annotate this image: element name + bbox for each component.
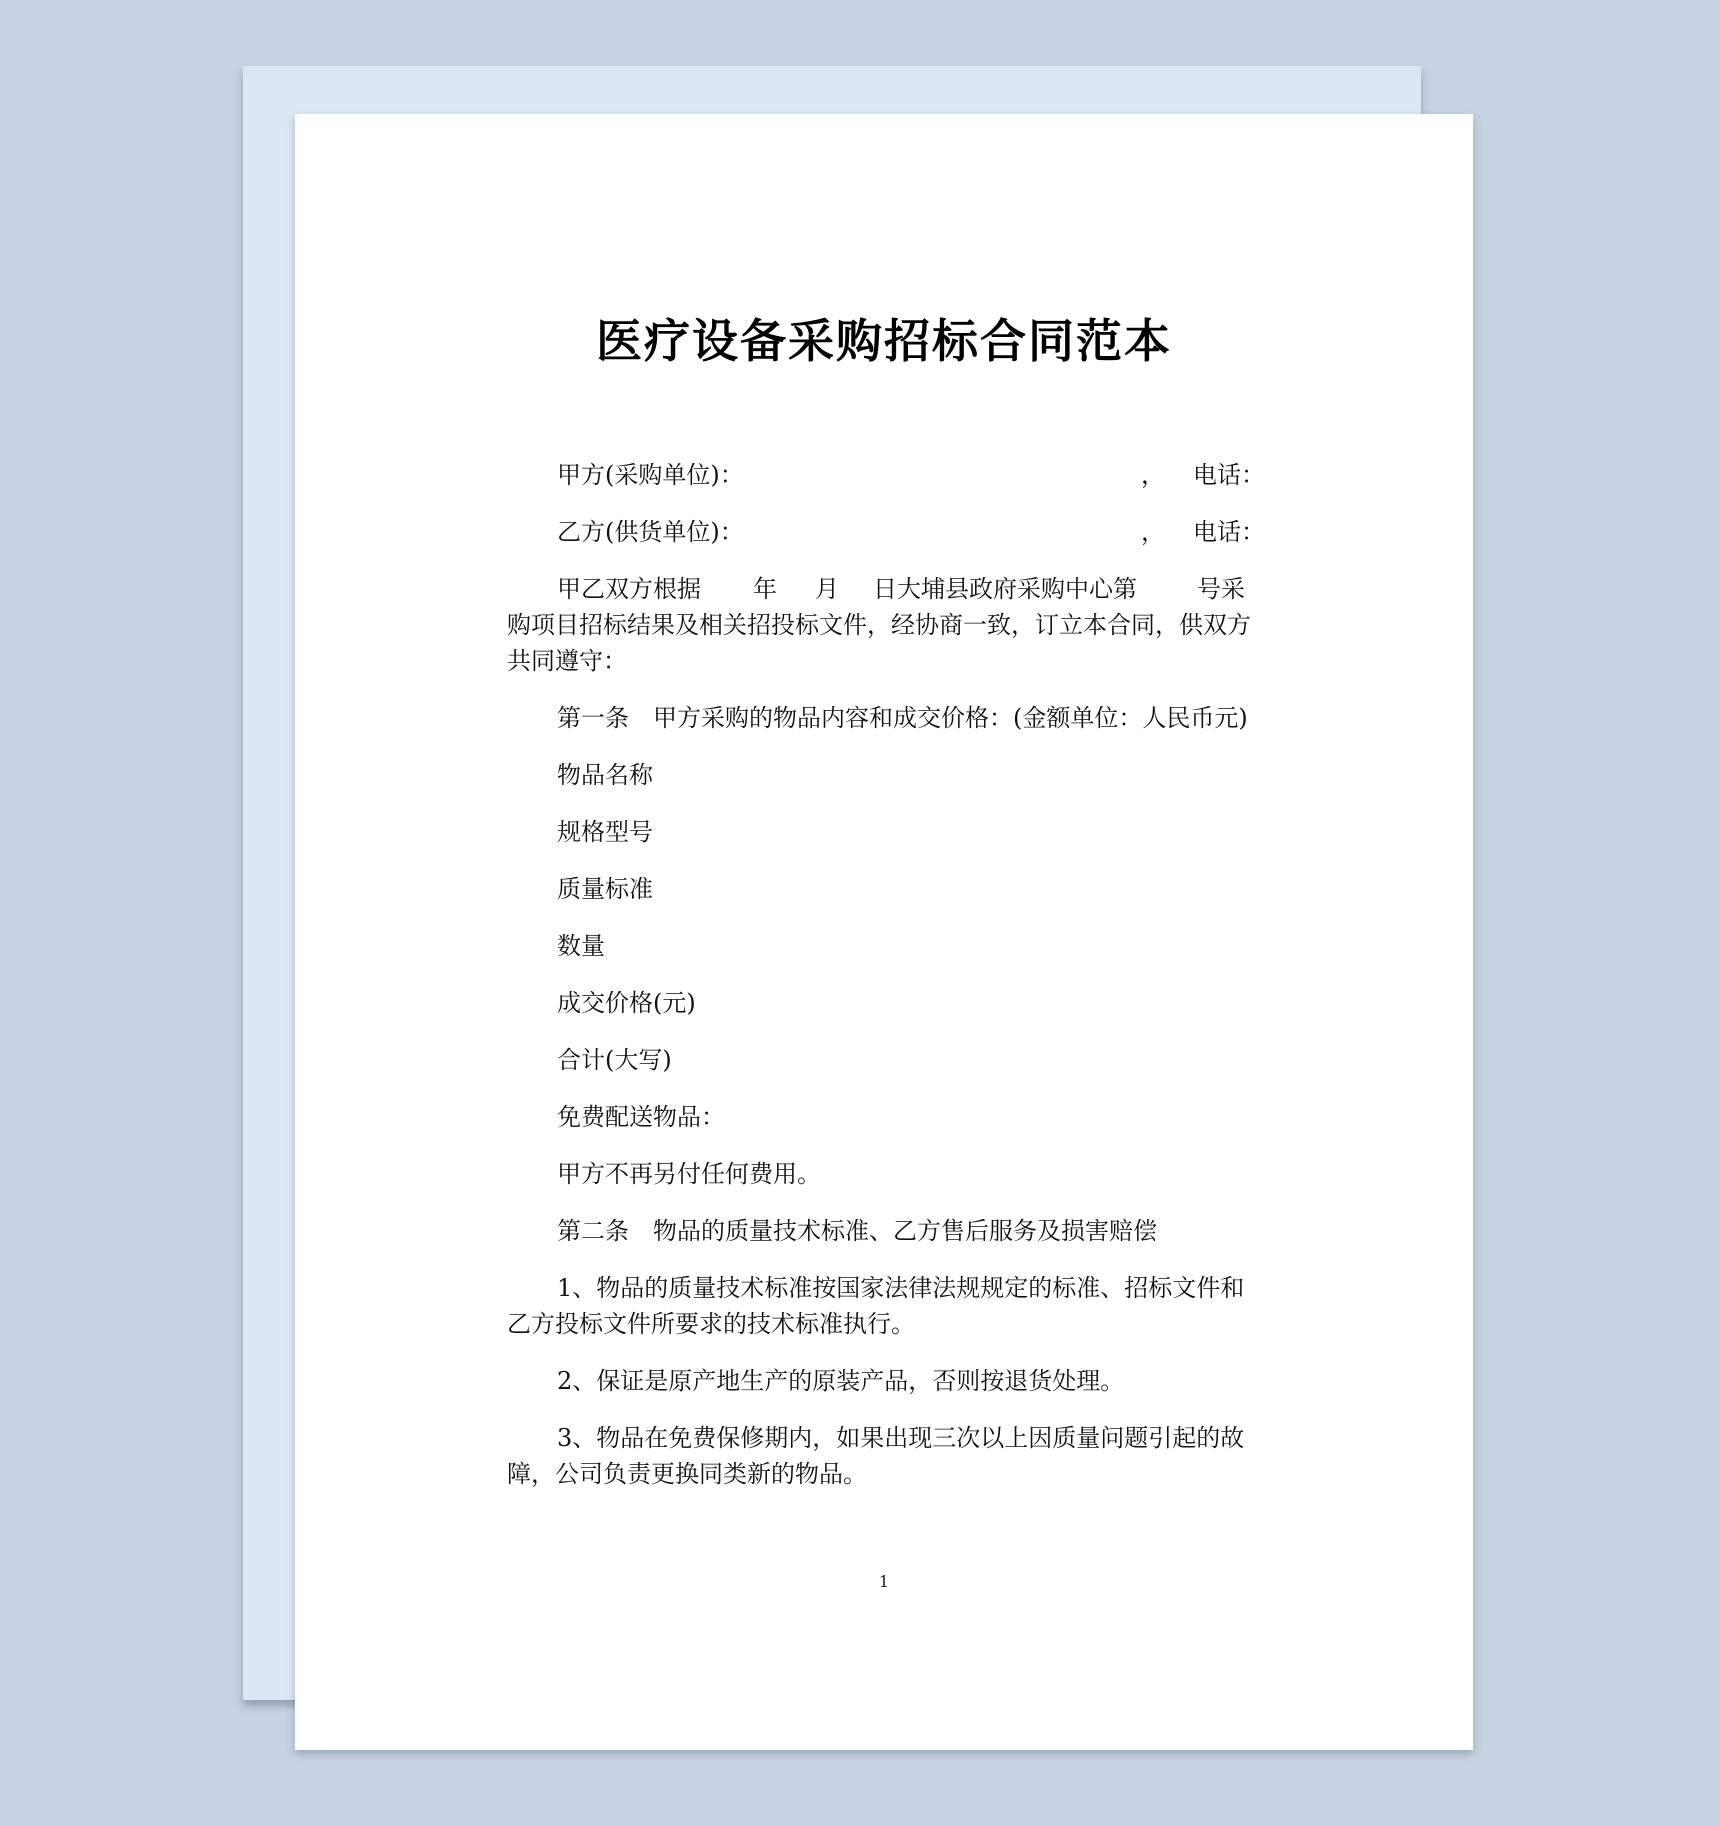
document-body [507,457,1267,1513]
item-quantity: 数量 [557,932,605,960]
clause-1: 1、物品的质量技术标准按国家法律法规规定的标准、招标文件和乙方投标文件所要求的技术标准执行。 [507,1274,1245,1338]
item-spec: 规格型号 [557,818,653,846]
party-a-line [507,457,1267,493]
party-a-phone-label: 电话： [1193,461,1265,489]
article-2: 第二条 物品的质量技术标准、乙方售后服务及损害赔偿 [557,1217,1157,1245]
article-1: 第一条 甲方采购的物品内容和成交价格：(金额单位：人民币元) [557,704,1248,732]
item-name: 物品名称 [557,761,653,789]
item-total: 合计(大写) [557,1046,672,1074]
party-a-comma: ， [1141,461,1165,489]
item-free-delivery: 免费配送物品： [557,1103,725,1131]
party-b-line [507,514,1267,550]
intro-part1: 甲乙双方根据 [557,575,701,603]
party-b-comma: ， [1141,518,1165,546]
page-number: 1 [878,1572,890,1591]
intro-paragraph [507,571,1267,679]
document-page [295,114,1473,1750]
intro-month: 月 [815,575,839,603]
clause-2: 2、保证是原产地生产的原装产品，否则按退货处理。 [557,1367,1125,1395]
item-price: 成交价格(元) [557,989,696,1017]
item-no-extra-fee: 甲方不再另付任何费用。 [557,1160,821,1188]
item-quality: 质量标准 [557,875,653,903]
party-b-phone-label: 电话： [1193,518,1265,546]
clause-3: 3、物品在免费保修期内，如果出现三次以上因质量问题引起的故障，公司负责更换同类新的物品。 [507,1424,1245,1488]
party-b-label: 乙方(供货单位)： [557,518,744,546]
party-a-label: 甲方(采购单位)： [557,461,744,489]
intro-year: 年 [753,575,777,603]
document-title: 医疗设备采购招标合同范本 [596,314,1172,368]
intro-part2: 日大埔县政府采购中心第 [873,575,1137,603]
intro-part3: 号采购项目招标结果及相关招投标文件，经协商一致，订立本合同，供双方共同遵守： [507,575,1251,675]
